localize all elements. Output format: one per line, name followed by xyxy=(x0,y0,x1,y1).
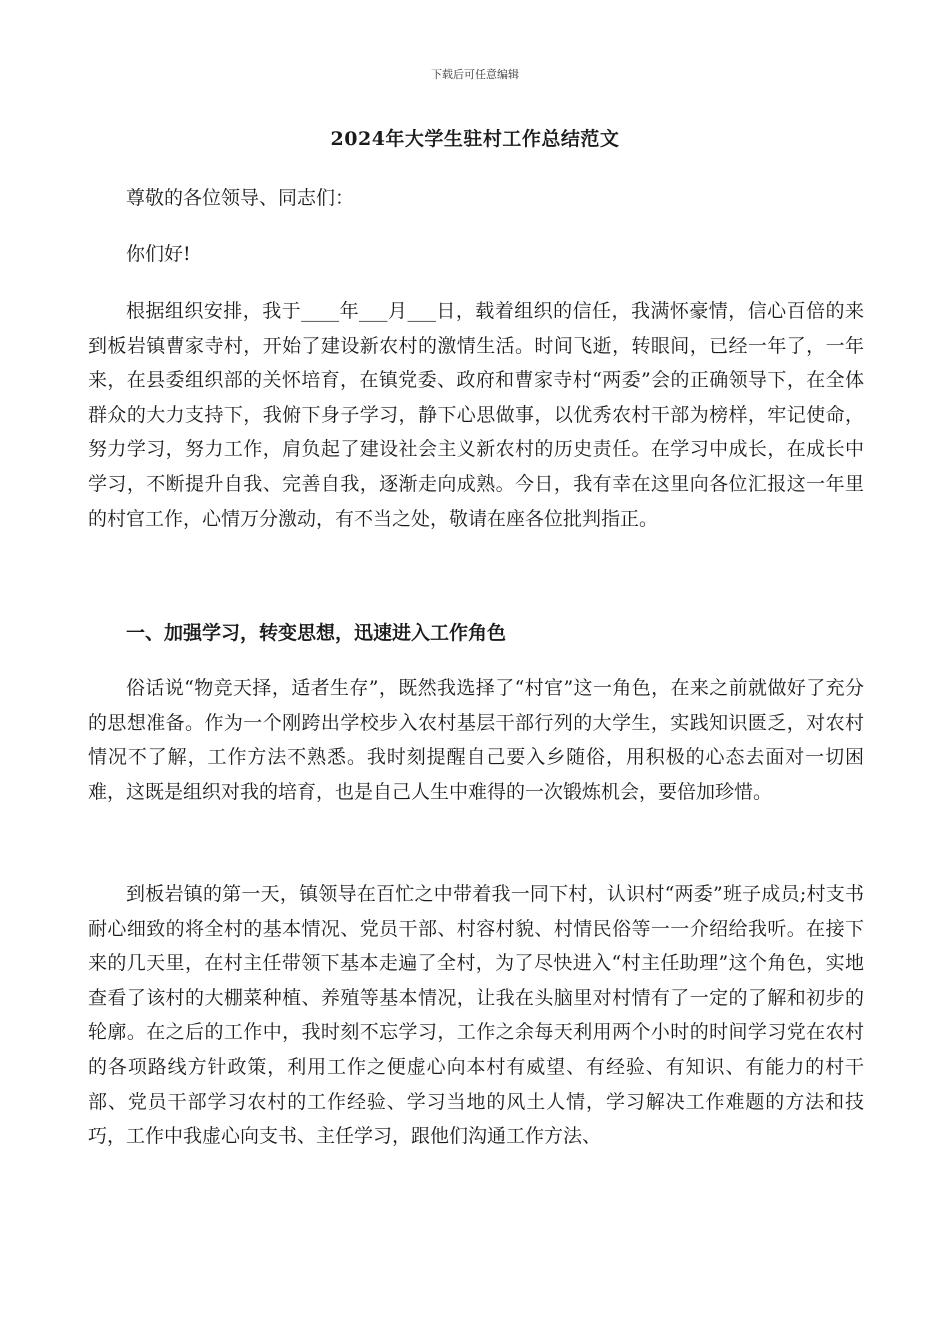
intro-paragraph xyxy=(88,294,864,536)
section1-paragraph-1-text: 俗话说“物竞天择，适者生存”，既然我选择了“村官”这一角色，在来之前就做好了充分的思想准备。作为一个刚跨出学校步入农村基层干部行列的大学生，实践知识匮乏，对农村情况不了解，工作方法不熟悉。我时刻提醒自己要入乡随俗，用积极的心态去面对一切困难，这既是组织对我的培育，也是自己人生中难得的一次锻炼机会，要倍加珍惜。 xyxy=(88,677,864,803)
salutation xyxy=(88,181,864,216)
salutation-text: 尊敬的各位领导、同志们： xyxy=(126,187,355,209)
greeting xyxy=(88,237,864,272)
section1-paragraph-2 xyxy=(88,877,864,1154)
section1-paragraph-2-text: 到板岩镇的第一天，镇领导在百忙之中带着我一同下村，认识村“两委”班子成员;村支书耐心细致的将全村的基本情况、党员干部、村容村貌、村情民俗等一一介绍给我听。在接下来的几天里，在村主任带领下基本走遍了全村，为了尽快进入“村主任助理”这个角色，实地查看了该村的大棚菜种植、养殖等基本情况，让我在头脑里对村情有了一定的了解和初步的轮廓。在之后的工作中，我时刻不忘学习，工作之余每天利用两个小时的时间学习党在农村的各项路线方针政策，利用工作之便虚心向本村有威望、有经验、有知识、有能力的村干部、党员干部学习农村的工作经验、学习当地的风土人情，学习解决工作难题的方法和技巧，工作中我虚心向支书、主任学习，跟他们沟通工作方法、 xyxy=(88,883,864,1148)
header-note: 下载后可任意编辑 xyxy=(431,68,519,81)
section1-paragraph-1 xyxy=(88,671,864,809)
greeting-text: 你们好! xyxy=(126,243,191,265)
document-title: 2024年大学生驻村工作总结范文 xyxy=(330,128,620,150)
section-heading: 一、加强学习，转变思想，迅速进入工作角色 xyxy=(126,622,507,644)
intro-text: 根据组织安排，我于____年___月___日，载着组织的信任，我满怀豪情，信心百倍的来到板岩镇曹家寺村，开始了建设新农村的激情生活。时间飞逝，转眼间，已经一年了，一年来，在县委组织部的关怀培育，在镇党委、政府和曹家寺村“两委”会的正确领导下，在全体群众的大力支持下，我俯下身子学习，静下心思做事，以优秀农村干部为榜样，牢记使命，努力学习，努力工作，肩负起了建设社会主义新农村的历史责任。在学习中成长，在成长中学习，不断提升自我、完善自我，逐渐走向成熟。今日，我有幸在这里向各位汇报这一年里的村官工作，心情万分激动，有不当之处，敬请在座各位批判指正。 xyxy=(88,300,864,530)
